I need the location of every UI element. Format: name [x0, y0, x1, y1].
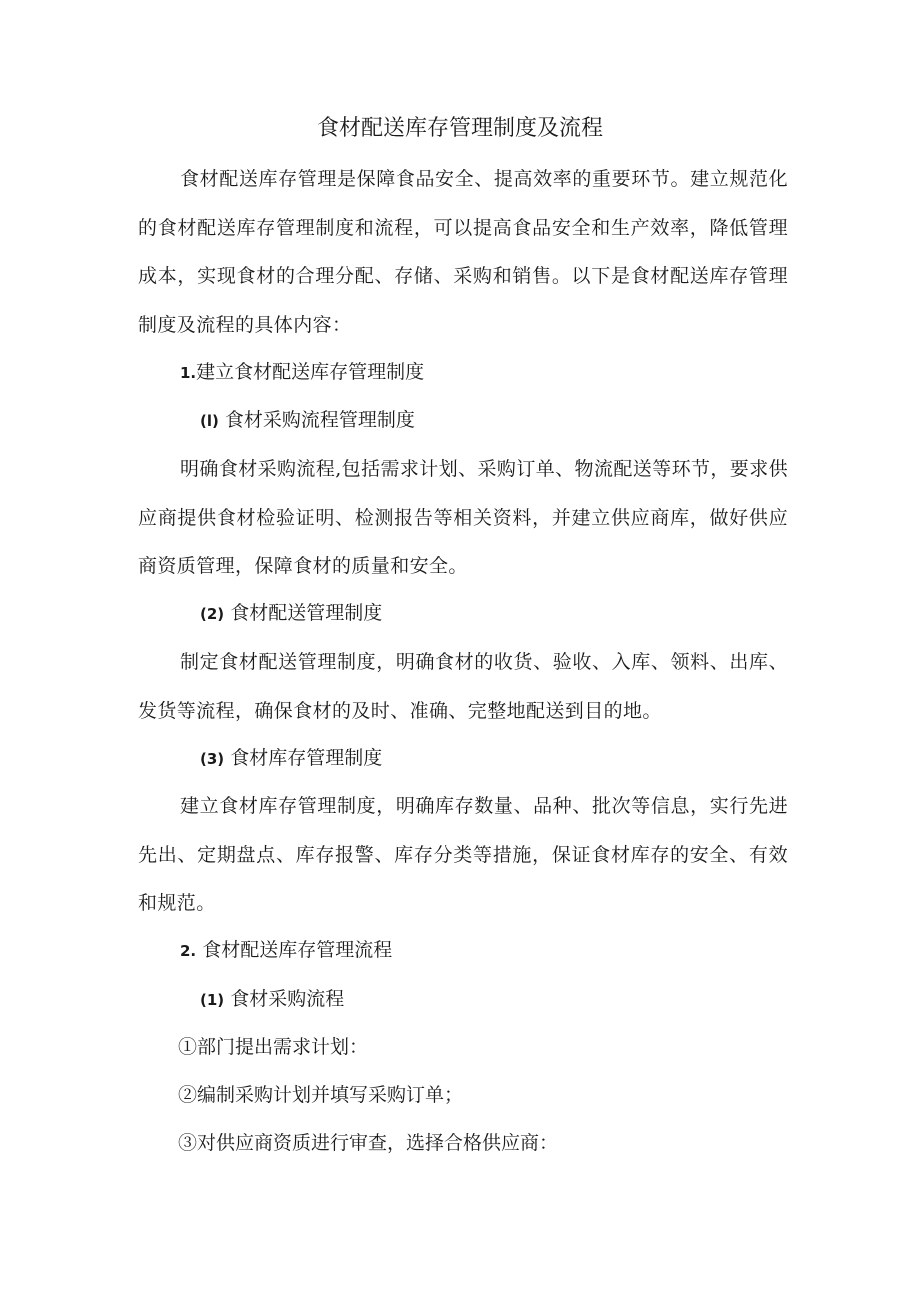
section-1-3-body: 建立食材库存管理制度，明确库存数量、品种、批次等信息，实行先进先出、定期盘点、库存报警、库存分类等措施，保证食材库存的安全、有效和规范。 — [138, 795, 788, 914]
section-1-2-number: (2) — [200, 605, 225, 623]
document-title: 食材配送库存管理制度及流程 — [316, 116, 603, 141]
section-1-2-heading — [200, 589, 382, 639]
section-1-2-title: 食材配送管理制度 — [230, 602, 383, 624]
section-1-1-title: 食材采购流程管理制度 — [224, 409, 415, 431]
section-1-3-number: (3) — [200, 750, 225, 768]
intro-paragraph: 食材配送库存管理是保障食品安全、提高效率的重要环节。建立规范化的食材配送库存管理制度和流程，可以提高食品安全和生产效率，降低管理成本，实现食材的合理分配、存储、采购和销售。以下是食材配送库存管理制度及流程的具体内容： — [138, 168, 788, 336]
section-2-1-number: (1) — [200, 991, 225, 1009]
section-2-1-heading — [200, 975, 344, 1025]
procurement-step-1: ①部门提出需求计划： — [178, 1036, 369, 1058]
section-1-1-number: (l) — [200, 412, 219, 430]
section-1-number: 1. — [180, 364, 197, 382]
section-2-number: 2. — [180, 942, 197, 960]
section-1-1-heading — [200, 396, 415, 446]
section-1-heading — [180, 348, 424, 398]
section-2-1-title: 食材采购流程 — [230, 988, 345, 1010]
procurement-step-2: ②编制采购计划并填写采购订单； — [178, 1084, 464, 1106]
section-2-heading — [180, 926, 392, 976]
section-1-1-body: 明确食材采购流程,包括需求计划、采购订单、物流配送等环节，要求供应商提供食材检验证明、检测报告等相关资料，并建立供应商库，做好供应商资质管理，保障食材的质量和安全。 — [138, 458, 788, 577]
section-1-title: 建立食材配送库存管理制度 — [196, 361, 425, 383]
procurement-step-3: ③对供应商资质进行审查，选择合格供应商： — [178, 1132, 559, 1154]
section-1-3-heading — [200, 734, 382, 784]
section-1-2-body: 制定食材配送管理制度，明确食材的收货、验收、入库、领料、出库、发货等流程，确保食材的及时、准确、完整地配送到目的地。 — [138, 651, 788, 722]
section-1-3-title: 食材库存管理制度 — [230, 747, 383, 769]
section-2-title: 食材配送库存管理流程 — [202, 939, 393, 961]
